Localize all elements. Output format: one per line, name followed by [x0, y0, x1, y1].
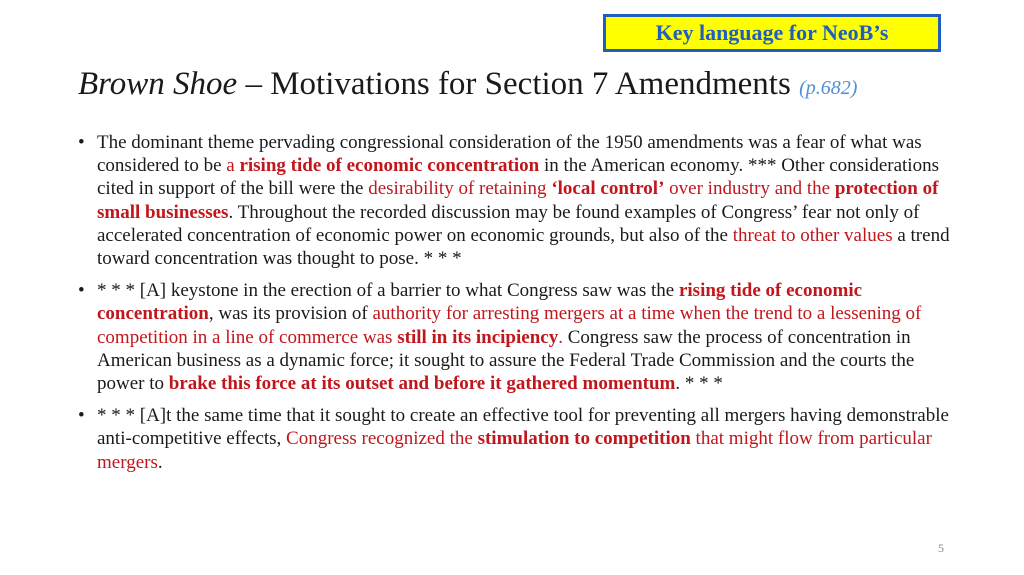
bullet-text: . — [157, 451, 163, 473]
bullet-item — [78, 131, 958, 270]
emphasis-text: brake this force at its outset and before it gathered momentum — [168, 373, 676, 395]
key-language-label: Key language for NeoB’s — [655, 20, 889, 45]
title-case-name: Brown Shoe — [78, 66, 238, 102]
bullet-text: * * * [A] keystone in the erection of a barrier to what Congress saw was the — [97, 280, 679, 302]
bullet-text: a trend toward concentration was thought to pose. * * * — [97, 224, 950, 270]
bullet-item — [78, 279, 958, 395]
title-page-ref: (p.682) — [799, 77, 858, 99]
bullet-dot-icon: • — [78, 405, 85, 427]
bullet-text: Congress saw the process of concentration in American business as a dynamic force; it sought to assure the Federal Trade Commission and the courts the power to — [97, 326, 915, 395]
emphasis-text: authority for arresting mergers at a time when the trend to a lessening of competition in a line of commerce was — [97, 303, 922, 348]
bullet-list — [78, 131, 958, 483]
emphasis-text: desirability of retaining — [368, 178, 552, 200]
bullet-dot-icon: • — [78, 280, 85, 302]
emphasis-text: over industry and the — [664, 178, 835, 200]
emphasis-text: a — [226, 155, 240, 177]
title-text: – Motivations for Section 7 Amendments — [237, 66, 800, 102]
emphasis-text: stimulation to competition — [477, 428, 691, 450]
bullet-text: , was its provision of — [208, 303, 373, 325]
emphasis-text: . — [558, 326, 563, 348]
bullet-text: . * * * — [675, 373, 723, 395]
key-language-box — [603, 14, 941, 52]
emphasis-text: Congress recognized the — [286, 428, 478, 450]
bullet-text: in the American economy. *** Other considerations cited in support of the bill were the — [97, 155, 939, 200]
emphasis-text: ‘local control’ — [551, 178, 665, 200]
emphasis-text: protection of small businesses — [97, 178, 939, 223]
emphasis-text: still in its incipiency — [397, 326, 559, 348]
emphasis-text: rising tide of economic concentration — [239, 155, 540, 177]
emphasis-text: rising tide of economic concentration — [97, 280, 863, 325]
bullet-dot-icon: • — [78, 132, 85, 153]
bullet-text: The dominant theme pervading congressional consideration of the 1950 amendments was a fear of what was considered to be — [97, 132, 922, 177]
page-number: 5 — [938, 541, 944, 555]
slide-title — [78, 66, 857, 103]
bullet-text: * * * [A]t the same time that it sought to create an effective tool for preventing all mergers having demonstrable anti-competitive effects, — [97, 405, 949, 450]
emphasis-text: threat to other values — [732, 224, 893, 246]
bullet-item — [78, 404, 958, 474]
emphasis-text: that might flow from particular mergers — [97, 428, 932, 473]
bullet-text: . Throughout the recorded discussion may be found examples of Congress’ fear not only of accelerated concentration of economic power on economic grounds, but also of the — [97, 201, 920, 246]
